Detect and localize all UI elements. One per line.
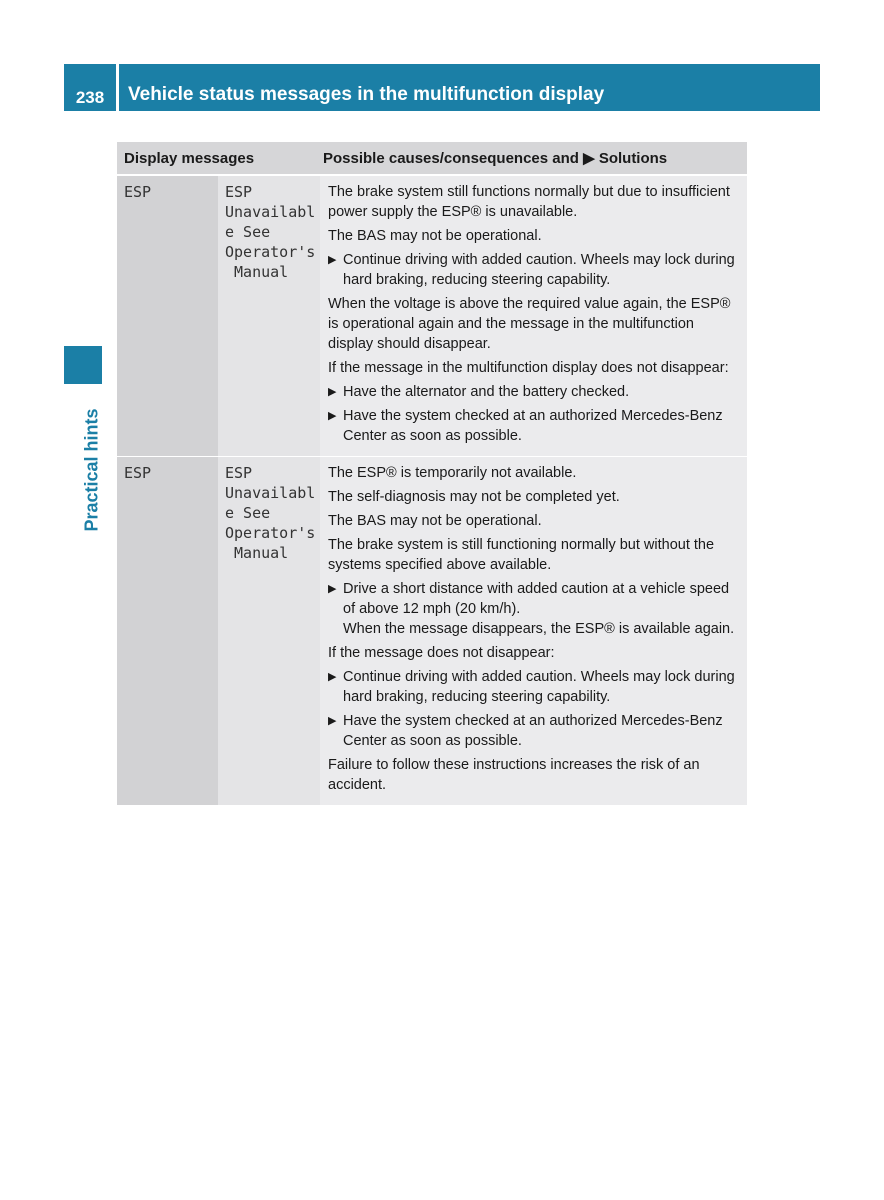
symbol-cell	[117, 176, 218, 456]
table-row	[117, 175, 747, 456]
step-arrow-icon: ▶	[328, 583, 337, 595]
cause-paragraph: Failure to follow these instructions increases the risk of an accident.	[328, 757, 700, 793]
step-text: Continue driving with added caution. Wheels may lock during hard braking, reducing steering capability.	[343, 669, 735, 705]
step-arrow-icon: ▶	[328, 410, 337, 422]
status-messages-table	[117, 142, 747, 805]
step-text: Drive a short distance with added caution at a vehicle speed of above 12 mph (20 km/h).	[343, 581, 730, 617]
table-header	[117, 142, 747, 175]
table-row	[117, 456, 747, 805]
cause-paragraph: The BAS may not be operational.	[328, 228, 542, 244]
symbol-cell	[117, 457, 218, 805]
step-text: Have the system checked at an authorized Mercedes-Benz Center as soon as possible.	[343, 408, 723, 444]
cause-paragraph: The BAS may not be operational.	[328, 513, 542, 529]
cause-paragraph: The ESP® is temporarily not available.	[328, 465, 577, 481]
display-message-cell	[218, 457, 320, 805]
header-divider	[116, 64, 119, 111]
causes-solutions-cell	[320, 176, 747, 456]
cause-paragraph: The brake system is still functioning normally but without the systems specified above available.	[328, 537, 715, 573]
step-arrow-icon: ▶	[328, 386, 337, 398]
cause-paragraph: If the message does not disappear:	[328, 645, 555, 661]
cause-paragraph: The brake system still functions normally but due to insufficient power supply the ESP® is unavailable.	[328, 184, 730, 220]
solution-step	[328, 250, 743, 290]
cause-paragraph: When the voltage is above the required value again, the ESP® is operational again and the message in the multifunction display should disappear.	[328, 296, 731, 352]
step-arrow-icon: ▶	[328, 671, 337, 683]
display-message-text: ESP Unavailabl e See Operator's Manual	[225, 464, 316, 562]
solution-step	[328, 579, 743, 619]
step-continuation: When the message disappears, the ESP® is available again.	[343, 621, 735, 637]
solution-step	[328, 382, 743, 402]
display-message-text: ESP Unavailabl e See Operator's Manual	[225, 183, 316, 281]
symbol-text: ESP	[124, 183, 152, 201]
solution-step	[328, 711, 743, 751]
causes-solutions-cell	[320, 457, 747, 805]
side-tab-label: Practical hints	[81, 408, 102, 532]
symbol-text: ESP	[124, 464, 152, 482]
display-message-cell	[218, 176, 320, 456]
step-text: Continue driving with added caution. Wheels may lock during hard braking, reducing steering capability.	[343, 252, 735, 288]
cause-paragraph: The self-diagnosis may not be completed yet.	[328, 489, 620, 505]
side-tab-marker	[64, 346, 102, 384]
column-header-causes-solutions: Possible causes/consequences and ▶ Solutions	[323, 150, 668, 167]
solution-step	[328, 406, 743, 446]
step-text: Have the system checked at an authorized Mercedes-Benz Center as soon as possible.	[343, 713, 723, 749]
page-title: Vehicle status messages in the multifunction display	[128, 84, 605, 105]
step-text: Have the alternator and the battery checked.	[343, 384, 630, 400]
cause-paragraph: If the message in the multifunction display does not disappear:	[328, 360, 729, 376]
step-arrow-icon: ▶	[328, 715, 337, 727]
page-number: 238	[75, 88, 105, 107]
solution-step	[328, 667, 743, 707]
column-header-display-messages: Display messages	[124, 149, 255, 167]
step-arrow-icon: ▶	[328, 254, 337, 266]
